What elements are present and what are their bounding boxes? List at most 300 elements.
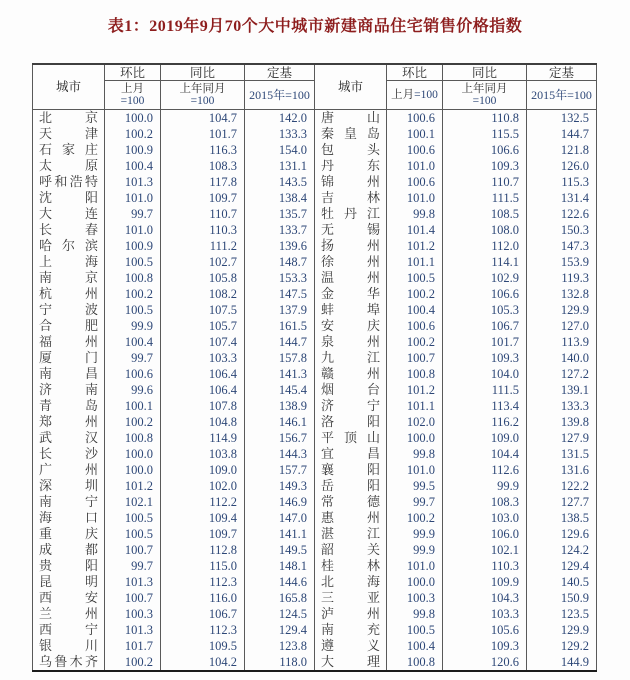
mom-cell: 100.2 <box>105 126 161 142</box>
mom-cell: 99.9 <box>105 318 161 334</box>
city-cell: 包 头 <box>315 142 387 158</box>
yoy-cell: 109.7 <box>161 190 245 206</box>
yoy-cell: 108.3 <box>161 158 245 174</box>
yoy-cell: 114.9 <box>161 430 245 446</box>
base-cell: 118.0 <box>245 654 315 671</box>
mom-cell: 99.9 <box>387 542 443 558</box>
city-cell: 平 顶 山 <box>315 430 387 446</box>
city-cell: 安 庆 <box>315 318 387 334</box>
mom-cell: 100.5 <box>105 510 161 526</box>
city-cell: 北 京 <box>33 110 105 127</box>
yoy-cell: 113.4 <box>443 398 527 414</box>
mom-cell: 101.3 <box>105 574 161 590</box>
base-cell: 127.0 <box>527 318 597 334</box>
city-cell: 乌 鲁 木 齐 <box>33 654 105 671</box>
mom-cell: 100.0 <box>387 430 443 446</box>
yoy-cell: 107.4 <box>161 334 245 350</box>
base-cell: 113.9 <box>527 334 597 350</box>
base-cell: 140.5 <box>527 574 597 590</box>
base-cell: 135.7 <box>245 206 315 222</box>
yoy-cell: 112.3 <box>161 622 245 638</box>
mom-cell: 100.5 <box>105 254 161 270</box>
city-cell: 海 口 <box>33 510 105 526</box>
table-row <box>33 254 597 270</box>
yoy-cell: 112.3 <box>161 574 245 590</box>
mom-cell: 101.4 <box>387 222 443 238</box>
mom-cell: 100.6 <box>105 366 161 382</box>
yoy-cell: 108.5 <box>443 206 527 222</box>
mom-cell: 100.0 <box>105 110 161 127</box>
base-cell: 150.9 <box>527 590 597 606</box>
mom-cell: 101.3 <box>105 174 161 190</box>
yoy-cell: 106.7 <box>443 318 527 334</box>
city-cell: 厦 门 <box>33 350 105 366</box>
base-cell: 156.7 <box>245 430 315 446</box>
mom-cell: 100.8 <box>387 366 443 382</box>
header-base-sub-left <box>245 81 315 110</box>
yoy-cell: 110.3 <box>161 222 245 238</box>
table-row <box>33 510 597 526</box>
city-cell: 宁 波 <box>33 302 105 318</box>
city-cell: 三 亚 <box>315 590 387 606</box>
base-cell: 131.4 <box>527 190 597 206</box>
base-cell: 129.9 <box>527 302 597 318</box>
base-cell: 132.5 <box>527 110 597 127</box>
mom-cell: 100.5 <box>387 622 443 638</box>
mom-cell: 101.7 <box>105 638 161 654</box>
base-cell: 144.7 <box>245 334 315 350</box>
table-title: 表1：2019年9月70个大中城市新建商品住宅销售价格指数 <box>107 18 523 35</box>
table-row <box>33 542 597 558</box>
yoy-sub-eq100: =100 <box>472 95 497 107</box>
table-row <box>33 190 597 206</box>
table-body <box>33 110 597 672</box>
city-cell: 上 海 <box>33 254 105 270</box>
city-cell: 南 昌 <box>33 366 105 382</box>
yoy-sub-base-label: 上年同月 <box>461 83 508 95</box>
city-cell: 北 海 <box>315 574 387 590</box>
base-cell: 161.5 <box>245 318 315 334</box>
table-row <box>33 238 597 254</box>
mom-cell: 99.8 <box>387 606 443 622</box>
yoy-cell: 106.7 <box>161 606 245 622</box>
yoy-cell: 104.0 <box>443 366 527 382</box>
table-row <box>33 286 597 302</box>
mom-cell: 100.7 <box>105 542 161 558</box>
base-sub-label: 2015年=100 <box>249 87 310 102</box>
base-cell: 131.6 <box>527 462 597 478</box>
city-cell: 太 原 <box>33 158 105 174</box>
city-cell: 济 南 <box>33 382 105 398</box>
mom-cell: 101.0 <box>387 558 443 574</box>
base-cell: 124.5 <box>245 606 315 622</box>
header-row-1 <box>33 64 597 81</box>
header-city-right: 城市 <box>315 64 387 110</box>
mom-cell: 100.9 <box>105 238 161 254</box>
yoy-cell: 110.7 <box>443 174 527 190</box>
yoy-cell: 106.4 <box>161 382 245 398</box>
base-sub-label: 2015年=100 <box>531 87 592 102</box>
mom-cell: 99.8 <box>387 206 443 222</box>
base-cell: 139.6 <box>245 238 315 254</box>
yoy-cell: 106.4 <box>161 366 245 382</box>
mom-cell: 101.0 <box>387 462 443 478</box>
base-cell: 138.4 <box>245 190 315 206</box>
mom-cell: 100.1 <box>387 126 443 142</box>
yoy-cell: 106.6 <box>443 286 527 302</box>
header-yoy-sub-right <box>443 81 527 110</box>
city-cell: 九 江 <box>315 350 387 366</box>
table-row <box>33 574 597 590</box>
base-cell: 153.3 <box>245 270 315 286</box>
yoy-cell: 110.8 <box>443 110 527 127</box>
yoy-cell: 104.7 <box>161 110 245 127</box>
city-cell: 南 充 <box>315 622 387 638</box>
header-mom-right: 环比 <box>387 64 443 81</box>
base-cell: 140.0 <box>527 350 597 366</box>
table-row <box>33 622 597 638</box>
base-cell: 150.3 <box>527 222 597 238</box>
yoy-cell: 110.3 <box>443 558 527 574</box>
base-cell: 131.1 <box>245 158 315 174</box>
base-cell: 132.8 <box>527 286 597 302</box>
mom-cell: 100.4 <box>387 638 443 654</box>
base-cell: 144.6 <box>245 574 315 590</box>
city-cell: 桂 林 <box>315 558 387 574</box>
city-cell: 湛 江 <box>315 526 387 542</box>
base-cell: 141.1 <box>245 526 315 542</box>
mom-cell: 99.7 <box>105 350 161 366</box>
mom-cell: 102.0 <box>387 414 443 430</box>
mom-cell: 101.0 <box>387 190 443 206</box>
base-cell: 141.3 <box>245 366 315 382</box>
mom-cell: 100.2 <box>387 510 443 526</box>
city-cell: 大 理 <box>315 654 387 671</box>
city-cell: 吉 林 <box>315 190 387 206</box>
mom-cell: 100.1 <box>105 398 161 414</box>
table-row <box>33 398 597 414</box>
city-cell: 武 汉 <box>33 430 105 446</box>
city-cell: 赣 州 <box>315 366 387 382</box>
base-cell: 149.5 <box>245 542 315 558</box>
mom-cell: 100.9 <box>105 142 161 158</box>
yoy-cell: 102.7 <box>161 254 245 270</box>
table-row <box>33 318 597 334</box>
city-cell: 南 宁 <box>33 494 105 510</box>
city-cell: 石 家 庄 <box>33 142 105 158</box>
base-cell: 142.0 <box>245 110 315 127</box>
city-cell: 泉 州 <box>315 334 387 350</box>
city-cell: 温 州 <box>315 270 387 286</box>
table-row <box>33 462 597 478</box>
yoy-cell: 108.0 <box>443 222 527 238</box>
table-row <box>33 478 597 494</box>
table-row <box>33 414 597 430</box>
city-cell: 贵 阳 <box>33 558 105 574</box>
city-cell: 锦 州 <box>315 174 387 190</box>
yoy-cell: 102.1 <box>443 542 527 558</box>
base-cell: 139.1 <box>527 382 597 398</box>
mom-cell: 100.2 <box>105 654 161 671</box>
header-yoy-right: 同比 <box>443 64 527 81</box>
mom-cell: 100.8 <box>105 270 161 286</box>
city-cell: 惠 州 <box>315 510 387 526</box>
base-cell: 129.4 <box>527 558 597 574</box>
yoy-cell: 106.6 <box>443 142 527 158</box>
base-cell: 126.0 <box>527 158 597 174</box>
yoy-cell: 116.3 <box>161 142 245 158</box>
base-cell: 147.5 <box>245 286 315 302</box>
city-cell: 昆 明 <box>33 574 105 590</box>
city-cell: 牡 丹 江 <box>315 206 387 222</box>
base-cell: 154.0 <box>245 142 315 158</box>
mom-cell: 102.1 <box>105 494 161 510</box>
yoy-cell: 112.6 <box>443 462 527 478</box>
mom-cell: 101.2 <box>105 478 161 494</box>
mom-cell: 100.0 <box>105 446 161 462</box>
yoy-cell: 110.7 <box>161 206 245 222</box>
base-cell: 122.6 <box>527 206 597 222</box>
base-cell: 148.7 <box>245 254 315 270</box>
mom-cell: 100.5 <box>105 302 161 318</box>
table-row <box>33 142 597 158</box>
mom-cell: 100.0 <box>105 462 161 478</box>
yoy-cell: 103.0 <box>443 510 527 526</box>
base-cell: 146.1 <box>245 414 315 430</box>
header-base-right: 定基 <box>527 64 597 81</box>
mom-cell: 99.7 <box>387 494 443 510</box>
yoy-cell: 109.9 <box>443 574 527 590</box>
mom-cell: 99.7 <box>105 558 161 574</box>
header-mom-left: 环比 <box>105 64 161 81</box>
city-cell: 秦 皇 岛 <box>315 126 387 142</box>
yoy-cell: 103.8 <box>161 446 245 462</box>
city-cell: 大 连 <box>33 206 105 222</box>
mom-cell: 100.4 <box>387 302 443 318</box>
mom-cell: 100.7 <box>387 350 443 366</box>
yoy-cell: 115.0 <box>161 558 245 574</box>
base-cell: 143.5 <box>245 174 315 190</box>
base-cell: 137.9 <box>245 302 315 318</box>
yoy-cell: 104.3 <box>443 590 527 606</box>
base-cell: 127.7 <box>527 494 597 510</box>
mom-cell: 100.6 <box>387 142 443 158</box>
city-cell: 唐 山 <box>315 110 387 127</box>
base-cell: 144.9 <box>527 654 597 671</box>
base-cell: 121.8 <box>527 142 597 158</box>
city-cell: 南 京 <box>33 270 105 286</box>
table-row <box>33 430 597 446</box>
table-row <box>33 382 597 398</box>
yoy-cell: 103.3 <box>443 606 527 622</box>
base-cell: 133.3 <box>527 398 597 414</box>
mom-cell: 101.1 <box>387 398 443 414</box>
mom-cell: 99.5 <box>387 478 443 494</box>
mom-cell: 100.8 <box>105 430 161 446</box>
base-cell: 129.9 <box>527 622 597 638</box>
mom-cell: 100.2 <box>387 286 443 302</box>
yoy-cell: 107.5 <box>161 302 245 318</box>
mom-cell: 100.0 <box>387 574 443 590</box>
yoy-cell: 103.3 <box>161 350 245 366</box>
yoy-cell: 104.4 <box>443 446 527 462</box>
yoy-cell: 111.5 <box>443 190 527 206</box>
table-row <box>33 158 597 174</box>
city-cell: 重 庆 <box>33 526 105 542</box>
city-cell: 扬 州 <box>315 238 387 254</box>
header-yoy-left: 同比 <box>161 64 245 81</box>
yoy-cell: 102.9 <box>443 270 527 286</box>
base-cell: 138.9 <box>245 398 315 414</box>
mom-cell: 100.6 <box>387 318 443 334</box>
table-row <box>33 302 597 318</box>
yoy-cell: 111.5 <box>443 382 527 398</box>
yoy-cell: 107.8 <box>161 398 245 414</box>
mom-sub-eq100: =100 <box>120 95 145 107</box>
yoy-cell: 116.2 <box>443 414 527 430</box>
mom-sub-base-label: 上月 <box>391 89 415 101</box>
city-cell: 成 都 <box>33 542 105 558</box>
mom-cell: 101.1 <box>387 254 443 270</box>
base-cell: 127.2 <box>527 366 597 382</box>
yoy-cell: 120.6 <box>443 654 527 671</box>
base-cell: 129.4 <box>245 622 315 638</box>
base-cell: 131.5 <box>527 446 597 462</box>
mom-cell: 100.3 <box>105 606 161 622</box>
table-row <box>33 110 597 127</box>
city-cell: 哈 尔 滨 <box>33 238 105 254</box>
table-row <box>33 494 597 510</box>
table-row <box>33 526 597 542</box>
yoy-cell: 105.7 <box>161 318 245 334</box>
table-row <box>33 350 597 366</box>
table-row <box>33 654 597 671</box>
yoy-sub-eq100: =100 <box>190 95 215 107</box>
table-row <box>33 558 597 574</box>
yoy-cell: 105.6 <box>443 622 527 638</box>
yoy-cell: 101.7 <box>443 334 527 350</box>
base-cell: 123.5 <box>527 606 597 622</box>
yoy-cell: 111.2 <box>161 238 245 254</box>
yoy-cell: 114.1 <box>443 254 527 270</box>
mom-cell: 101.0 <box>105 190 161 206</box>
base-cell: 149.3 <box>245 478 315 494</box>
mom-cell: 99.8 <box>387 446 443 462</box>
mom-cell: 101.2 <box>387 382 443 398</box>
table-row <box>33 206 597 222</box>
base-cell: 129.6 <box>527 526 597 542</box>
yoy-cell: 116.0 <box>161 590 245 606</box>
city-cell: 金 华 <box>315 286 387 302</box>
table-row <box>33 126 597 142</box>
mom-cell: 100.6 <box>387 174 443 190</box>
city-cell: 呼 和 浩 特 <box>33 174 105 190</box>
base-cell: 147.3 <box>527 238 597 254</box>
table-row <box>33 270 597 286</box>
yoy-cell: 109.0 <box>443 430 527 446</box>
mom-sub-base-label: 上月 <box>121 83 144 95</box>
mom-cell: 100.3 <box>387 590 443 606</box>
base-cell: 138.5 <box>527 510 597 526</box>
city-cell: 洛 阳 <box>315 414 387 430</box>
mom-cell: 100.2 <box>387 334 443 350</box>
mom-sub-eq100: =100 <box>414 89 438 101</box>
yoy-cell: 104.8 <box>161 414 245 430</box>
yoy-cell: 109.7 <box>161 526 245 542</box>
yoy-cell: 101.7 <box>161 126 245 142</box>
city-cell: 泸 州 <box>315 606 387 622</box>
yoy-cell: 109.3 <box>443 350 527 366</box>
yoy-cell: 109.3 <box>443 158 527 174</box>
city-cell: 天 津 <box>33 126 105 142</box>
yoy-cell: 112.8 <box>161 542 245 558</box>
city-cell: 长 春 <box>33 222 105 238</box>
yoy-cell: 117.8 <box>161 174 245 190</box>
mom-cell: 100.2 <box>105 286 161 302</box>
table-row <box>33 334 597 350</box>
base-cell: 129.2 <box>527 638 597 654</box>
base-cell: 139.8 <box>527 414 597 430</box>
mom-cell: 100.4 <box>105 158 161 174</box>
base-cell: 145.4 <box>245 382 315 398</box>
header-base-left: 定基 <box>245 64 315 81</box>
city-cell: 丹 东 <box>315 158 387 174</box>
mom-cell: 101.0 <box>387 158 443 174</box>
city-cell: 合 肥 <box>33 318 105 334</box>
base-cell: 133.7 <box>245 222 315 238</box>
table-row <box>33 174 597 190</box>
mom-cell: 101.2 <box>387 238 443 254</box>
city-cell: 无 锡 <box>315 222 387 238</box>
yoy-cell: 108.3 <box>443 494 527 510</box>
table-row <box>33 366 597 382</box>
city-cell: 烟 台 <box>315 382 387 398</box>
mom-cell: 101.3 <box>105 622 161 638</box>
yoy-cell: 108.2 <box>161 286 245 302</box>
table-row <box>33 446 597 462</box>
city-cell: 银 川 <box>33 638 105 654</box>
header-mom-sub-left <box>105 81 161 110</box>
city-cell: 蚌 埠 <box>315 302 387 318</box>
city-cell: 兰 州 <box>33 606 105 622</box>
table-row <box>33 638 597 654</box>
base-cell: 123.8 <box>245 638 315 654</box>
city-cell: 襄 阳 <box>315 462 387 478</box>
yoy-cell: 104.2 <box>161 654 245 671</box>
city-cell: 杭 州 <box>33 286 105 302</box>
yoy-cell: 105.8 <box>161 270 245 286</box>
base-cell: 124.2 <box>527 542 597 558</box>
base-cell: 115.3 <box>527 174 597 190</box>
base-cell: 133.3 <box>245 126 315 142</box>
base-cell: 148.1 <box>245 558 315 574</box>
yoy-cell: 109.4 <box>161 510 245 526</box>
base-cell: 153.9 <box>527 254 597 270</box>
header-mom-sub-right <box>387 81 443 110</box>
yoy-cell: 109.3 <box>443 638 527 654</box>
yoy-cell: 99.9 <box>443 478 527 494</box>
base-cell: 122.2 <box>527 478 597 494</box>
yoy-cell: 112.0 <box>443 238 527 254</box>
city-cell: 徐 州 <box>315 254 387 270</box>
city-cell: 青 岛 <box>33 398 105 414</box>
mom-cell: 101.0 <box>105 222 161 238</box>
base-cell: 127.9 <box>527 430 597 446</box>
city-cell: 岳 阳 <box>315 478 387 494</box>
table-row <box>33 590 597 606</box>
mom-cell: 100.7 <box>105 590 161 606</box>
base-cell: 147.0 <box>245 510 315 526</box>
